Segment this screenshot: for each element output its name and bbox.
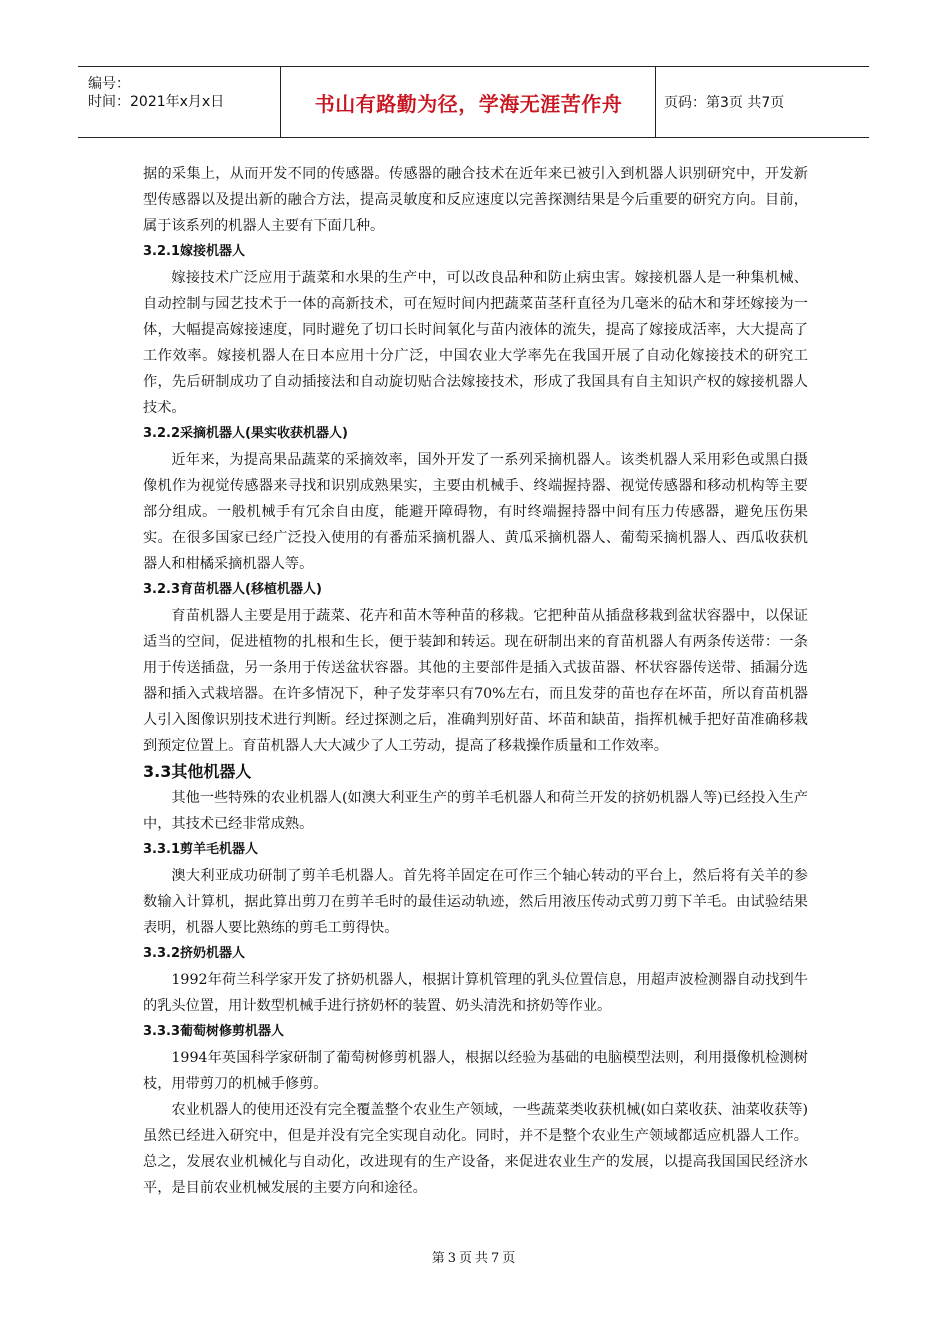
- paragraph-other-robots: 其他一些特殊的农业机器人(如澳大利亚生产的剪羊毛机器人和荷兰开发的挤奶机器人等)已经投入生产中，其技术已经非常成熟。: [143, 790, 808, 832]
- section-heading-3-2-3: 3.2.3育苗机器人(移植机器人): [143, 582, 322, 597]
- conclusion-paragraph: 农业机器人的使用还没有完全覆盖整个农业生产领域，一些蔬菜类收获机械(如白菜收获、油菜收获等)虽然已经进入研究中，但是并没有完全实现自动化。同时，并不是整个农业生产领域都适应机器人工作。总之，发展农业机械化与自动化，改进现有的生产设备，来促进农业生产的发展，以提高我国国民经济水平，是目前农业机械发展的主要方向和途径。: [143, 1102, 808, 1196]
- paragraph-picking-robot: 近年来，为提高果品蔬菜的采摘效率，国外开发了一系列采摘机器人。该类机器人采用彩色或黑白摄像机作为视觉传感器来寻找和识别成熟果实，主要由机械手、终端握持器、视觉传感器和移动机构等主要部分组成。一般机械手有冗余自由度，能避开障碍物，有时终端握持器中间有压力传感器，避免压伤果实。在很多国家已经广泛投入使用的有番茄采摘机器人、黄瓜采摘机器人、葡萄采摘机器人、西瓜收获机器人和柑橘采摘机器人等。: [143, 452, 808, 572]
- paragraph-milking-robot: 1992年荷兰科学家开发了挤奶机器人，根据计算机管理的乳头位置信息，用超声波检测器自动找到牛的乳头位置，用计数型机械手进行挤奶杯的装置、奶头清洗和挤奶等作业。: [143, 972, 808, 1014]
- page-footer: 第3页共7页: [431, 1251, 519, 1266]
- paragraph-shearing-robot: 澳大利亚成功研制了剪羊毛机器人。首先将羊固定在可作三个轴心转动的平台上，然后将有关羊的参数输入计算机，据此算出剪刀在剪羊毛时的最佳运动轨迹，然后用液压传动式剪刀剪下羊毛。由试验结果表明，机器人要比熟练的剪毛工剪得快。: [143, 868, 808, 936]
- section-heading-3-3-3: 3.3.3葡萄树修剪机器人: [143, 1024, 285, 1039]
- section-heading-3-3-1: 3.3.1剪羊毛机器人: [143, 842, 259, 857]
- section-heading-3-3: 3.3其他机器人: [143, 762, 252, 781]
- document-number-label: 编号：: [88, 76, 130, 92]
- intro-paragraph: 据的采集上，从而开发不同的传感器。传感器的融合技术在近年来已被引入到机器人识别研究中，开发新型传感器以及提出新的融合方法，提高灵敏度和反应速度以完善探测结果是今后重要的研究方向。目前，属于该系列的机器人主要有下面几种。: [143, 166, 808, 234]
- paragraph-seedling-robot: 育苗机器人主要是用于蔬菜、花卉和苗木等种苗的移栽。它把种苗从插盘移栽到盆状容器中，以保证适当的空间，促进植物的扎根和生长，便于装卸和转运。现在研制出来的育苗机器人有两条传送带：一条用于传送插盘，另一条用于传送盆状容器。其他的主要部件是插入式拔苗器、杯状容器传送带、插漏分选器和插入式栽培器。在许多情况下，种子发芽率只有70%左右，而且发芽的苗也存在坏苗，所以育苗机器人引入图像识别技术进行判断。经过探测之后，准确判别好苗、坏苗和缺苗，指挥机械手把好苗准确移栽到预定位置上。育苗机器人大大减少了人工劳动，提高了移栽操作质量和工作效率。: [143, 608, 808, 754]
- header-divider: [655, 67, 656, 137]
- section-heading-3-2-2: 3.2.2采摘机器人(果实收获机器人): [143, 426, 348, 441]
- section-heading-3-2-1: 3.2.1嫁接机器人: [143, 244, 246, 259]
- document-body: [143, 161, 808, 1201]
- paragraph-vine-pruning-robot: 1994年英国科学家研制了葡萄树修剪机器人，根据以经验为基础的电脑模型法则，利用摄像机检测树枝，用带剪刀的机械手修剪。: [143, 1050, 808, 1092]
- header-meta: [78, 67, 280, 137]
- header-page-number: 页码：第3页 共7页: [664, 95, 785, 111]
- paragraph-grafting-robot: 嫁接技术广泛应用于蔬菜和水果的生产中，可以改良品种和防止病虫害。嫁接机器人是一种集机械、自动控制与园艺技术于一体的高新技术，可在短时间内把蔬菜苗茎秆直径为几毫米的砧木和芽坯嫁接为一体，大幅提高嫁接速度，同时避免了切口长时间氧化与苗内液体的流失，提高了嫁接成活率，大大提高了工作效率。嫁接机器人在日本应用十分广泛，中国农业大学率先在我国开展了自动化嫁接技术的研究工作，先后研制成功了自动插接法和自动旋切贴合法嫁接技术，形成了我国具有自主知识产权的嫁接机器人技术。: [143, 270, 808, 416]
- document-date: 时间：2021年x月x日: [88, 94, 225, 110]
- page-header: [78, 66, 869, 138]
- header-motto: 书山有路勤为径，学海无涯苦作舟: [314, 91, 623, 116]
- section-heading-3-3-2: 3.3.2挤奶机器人: [143, 946, 246, 961]
- header-divider: [280, 67, 281, 137]
